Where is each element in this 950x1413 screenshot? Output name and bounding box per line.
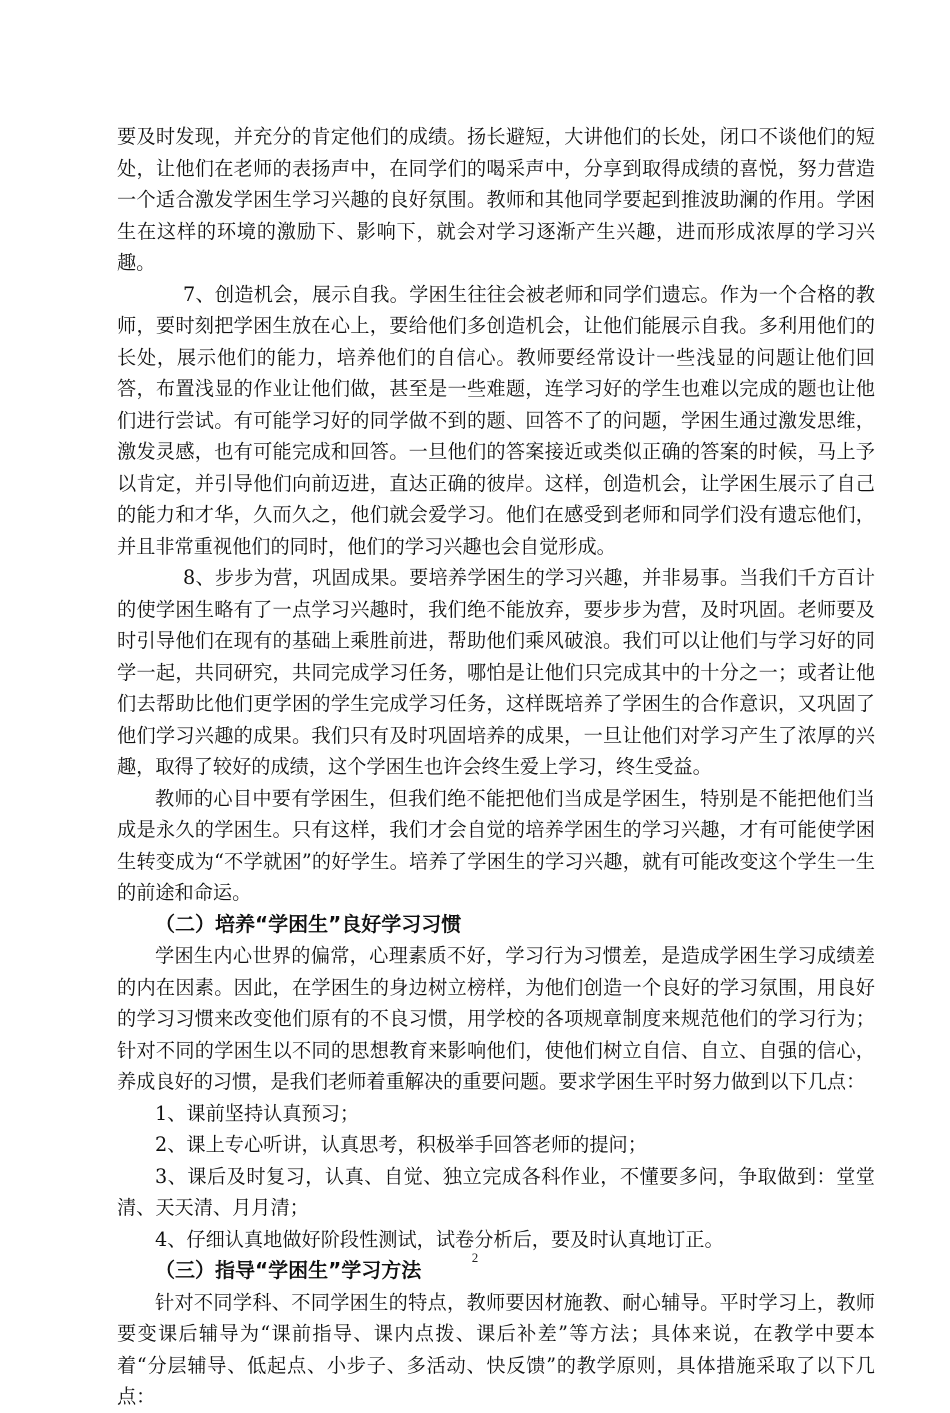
- paragraph: 8、步步为营，巩固成果。要培养学困生的学习兴趣，并非易事。当我们千方百计的使学困生略有了一点学习兴趣时，我们绝不能放弃，要步步为营，及时巩固。老师要及时引导他们在现有的基础上乘胜前进，帮助他们乘风破浪。我们可以让他们与学习好的同学一起，共同研究，共同完成学习任务，哪怕是让他们只完成其中的十分之一；或者让他们去帮助比他们更学困的学生完成学习任务，这样既培养了学困生的合作意识，又巩固了他们学习兴趣的成果。我们只有及时巩固培养的成果，一旦让他们对学习产生了浓厚的兴趣，取得了较好的成绩，这个学困生也许会终生爱上学习，终生受益。: [117, 566, 875, 778]
- section-heading: （三）指导“学困生”学习方法: [155, 1258, 422, 1282]
- page-body: [117, 121, 875, 1413]
- list-item: 1、课前坚持认真预习；: [155, 1101, 360, 1125]
- paragraph: 针对不同学科、不同学困生的特点，教师要因材施教、耐心辅导。平时学习上，教师要变课后辅导为“课前指导、课内点拨、课后补差”等方法；具体来说，在教学中要本着“分层辅导、低起点、小步子、多活动、快反馈”的教学原则，具体措施采取了以下几点：: [117, 1290, 875, 1408]
- paragraph: 要及时发现，并充分的肯定他们的成绩。扬长避短，大讲他们的长处，闭口不谈他们的短处，让他们在老师的表扬声中，在同学们的喝采声中，分享到取得成绩的喜悦，努力营造一个适合激发学困生学习兴趣的良好氛围。教师和其他同学要起到推波助澜的作用。学困生在这样的环境的激励下、影响下，就会对学习逐渐产生兴趣，进而形成浓厚的学习兴趣。: [117, 125, 875, 274]
- paragraph: 教师的心目中要有学困生，但我们绝不能把他们当成是学困生，特别是不能把他们当成是永久的学困生。只有这样，我们才会自觉的培养学困生的学习兴趣，才有可能使学困生转变成为“不学就困”的好学生。培养了学困生的学习兴趣，就有可能改变这个学生一生的前途和命运。: [117, 786, 875, 904]
- list-item: 4、仔细认真地做好阶段性测试，试卷分析后，要及时认真地订正。: [155, 1227, 724, 1251]
- paragraph: 7、创造机会，展示自我。学困生往往会被老师和同学们遗忘。作为一个合格的教师，要时刻把学困生放在心上，要给他们多创造机会，让他们能展示自我。多利用他们的长处，展示他们的能力，培养他们的自信心。教师要经常设计一些浅显的问题让他们回答，布置浅显的作业让他们做，甚至是一些难题，连学习好的学生也难以完成的题也让他们进行尝试。有可能学习好的同学做不到的题、回答不了的问题，学困生通过激发思维，激发灵感，也有可能完成和回答。一旦他们的答案接近或类似正确的答案的时候，马上予以肯定，并引导他们向前迈进，直达正确的彼岸。这样，创造机会，让学困生展示了自己的能力和才华，久而久之，他们就会爱学习。他们在感受到老师和同学们没有遗忘他们，并且非常重视他们的同时，他们的学习兴趣也会自觉形成。: [117, 282, 875, 558]
- paragraph: 学困生内心世界的偏常，心理素质不好，学习行为习惯差，是造成学困生学习成绩差的内在因素。因此，在学困生的身边树立榜样，为他们创造一个良好的学习氛围，用良好的学习习惯来改变他们原有的不良习惯，用学校的各项规章制度来规范他们的学习行为；针对不同的学困生以不同的思想教育来影响他们，使他们树立自信、自立、自强的信心，养成良好的习惯，是我们老师着重解决的重要问题。要求学困生平时努力做到以下几点：: [117, 944, 875, 1093]
- section-heading: （二）培养“学困生”良好学习习惯: [155, 911, 462, 936]
- list-item: 3、课后及时复习，认真、自觉、独立完成各科作业，不懂要多问，争取做到：堂堂清、天天清、月月清；: [117, 1164, 875, 1219]
- list-item: 2、课上专心听讲，认真思考，积极举手回答老师的提问；: [155, 1133, 647, 1156]
- page-number: 2: [471, 1250, 479, 1265]
